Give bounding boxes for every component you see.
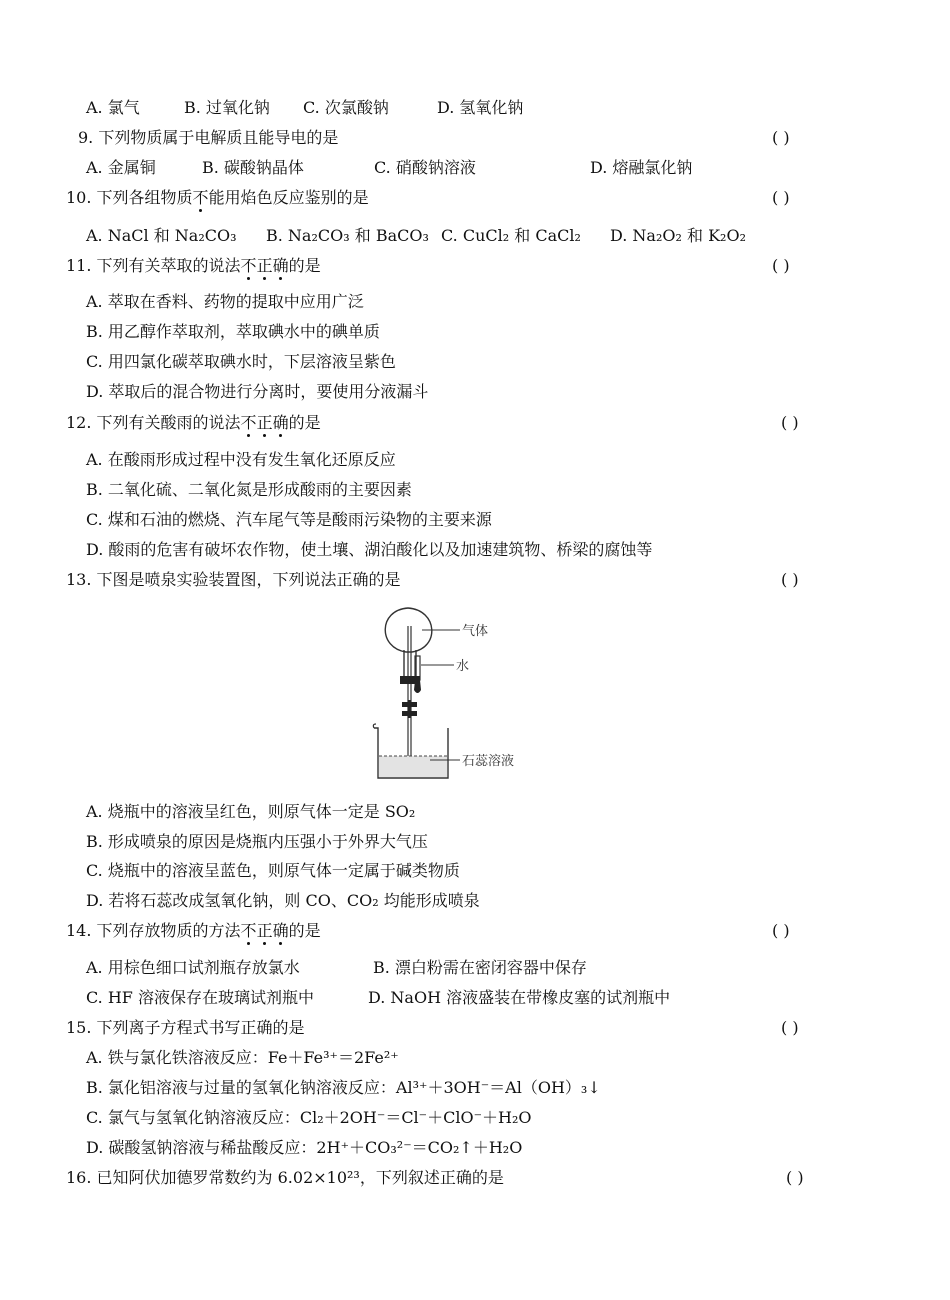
q10-option-a: A. NaCl 和 Na₂CO₃: [86, 226, 237, 245]
q14-emphasis-3: 确: [272, 921, 289, 940]
q12-emphasis-3: 确: [272, 413, 289, 432]
q9-option-b: B. 碳酸钠晶体: [202, 158, 304, 177]
q10-answer-blank: ( ): [772, 188, 790, 207]
q15-option-b: B. 氯化铝溶液与过量的氢氧化钠溶液反应：Al³⁺＋3OH⁻＝Al（OH）₃↓: [86, 1078, 601, 1097]
q12-stem-end: 的是: [288, 413, 321, 432]
fountain-apparatus-diagram: [360, 604, 560, 780]
q9-option-c: C. 硝酸钠溶液: [374, 158, 476, 177]
q14-stem-end: 的是: [288, 921, 321, 940]
q9-option-d: D. 熔融氯化钠: [590, 158, 693, 177]
q11-option-d: D. 萃取后的混合物进行分离时，要使用分液漏斗: [86, 382, 429, 401]
q12-option-b: B. 二氧化硫、二氧化氮是形成酸雨的主要因素: [86, 480, 412, 499]
label-gas: 气体: [462, 624, 489, 639]
q11-option-b: B. 用乙醇作萃取剂，萃取碘水中的碘单质: [86, 322, 380, 341]
q13-answer-blank: ( ): [781, 570, 799, 589]
q13-option-b: B. 形成喷泉的原因是烧瓶内压强小于外界大气压: [86, 832, 428, 851]
q10-option-c: C. CuCl₂ 和 CaCl₂: [441, 226, 581, 245]
q12-emphasis-1: 不: [240, 413, 257, 432]
q14-emphasis-1: 不: [240, 921, 257, 940]
q13-option-a: A. 烧瓶中的溶液呈红色，则原气体一定是 SO₂: [86, 802, 416, 821]
q15-stem: 15. 下列离子方程式书写正确的是: [66, 1018, 305, 1037]
label-water: 水: [456, 659, 470, 674]
rubber-stopper: [400, 676, 420, 684]
q10-option-d: D. Na₂O₂ 和 K₂O₂: [610, 226, 746, 245]
q8-option-c: C. 次氯酸钠: [303, 98, 389, 117]
q9-answer-blank: ( ): [772, 128, 790, 147]
q10-emphasis-not: 不: [192, 188, 209, 207]
q11-emphasis-2: 正: [256, 256, 273, 275]
q15-answer-blank: ( ): [781, 1018, 799, 1037]
q15-option-d: D. 碳酸氢钠溶液与稀盐酸反应：2H⁺＋CO₃²⁻＝CO₂↑＋H₂O: [86, 1138, 523, 1157]
q14-answer-blank: ( ): [772, 921, 790, 940]
q11-stem: [66, 256, 321, 276]
q14-option-b: B. 漂白粉需在密闭容器中保存: [373, 958, 587, 977]
q12-option-a: A. 在酸雨形成过程中没有发生氧化还原反应: [86, 450, 396, 469]
q9-option-a: A. 金属铜: [86, 158, 156, 177]
q8-option-a: A. 氯气: [86, 98, 140, 117]
q8-option-b: B. 过氧化钠: [184, 98, 270, 117]
q11-answer-blank: ( ): [772, 256, 790, 275]
q14-option-c: C. HF 溶液保存在玻璃试剂瓶中: [86, 988, 314, 1007]
litmus-solution: [379, 756, 447, 777]
q10-option-b: B. Na₂CO₃ 和 BaCO₃: [266, 226, 429, 245]
q11-option-a: A. 萃取在香料、药物的提取中应用广泛: [86, 292, 364, 311]
q14-option-d: D. NaOH 溶液盛装在带橡皮塞的试剂瓶中: [368, 988, 671, 1007]
q15-option-c: C. 氯气与氢氧化钠溶液反应：Cl₂＋2OH⁻＝Cl⁻＋ClO⁻＋H₂O: [86, 1108, 532, 1127]
q12-option-c: C. 煤和石油的燃烧、汽车尾气等是酸雨污染物的主要来源: [86, 510, 492, 529]
q11-emphasis-1: 不: [240, 256, 257, 275]
q14-stem: [66, 921, 321, 941]
q13-stem: 13. 下图是喷泉实验装置图，下列说法正确的是: [66, 570, 401, 589]
q12-stem: [66, 413, 321, 433]
q10-stem: [66, 188, 369, 208]
q15-option-a: A. 铁与氯化铁溶液反应：Fe＋Fe³⁺＝2Fe²⁺: [86, 1048, 399, 1067]
q10-stem-start: 10. 下列各组物质: [66, 188, 193, 207]
q11-option-c: C. 用四氯化碳萃取碘水时，下层溶液呈紫色: [86, 352, 396, 371]
q11-emphasis-3: 确: [272, 256, 289, 275]
q12-answer-blank: ( ): [781, 413, 799, 432]
q16-answer-blank: ( ): [786, 1168, 804, 1187]
q16-stem: 16. 已知阿伏加德罗常数约为 6.02×10²³，下列叙述正确的是: [66, 1168, 504, 1187]
q14-emphasis-2: 正: [256, 921, 273, 940]
q12-emphasis-2: 正: [256, 413, 273, 432]
q14-option-a: A. 用棕色细口试剂瓶存放氯水: [86, 958, 300, 977]
q13-option-d: D. 若将石蕊改成氢氧化钠，则 CO、CO₂ 均能形成喷泉: [86, 891, 480, 910]
q12-stem-start: 12. 下列有关酸雨的说法: [66, 413, 241, 432]
label-litmus: 石蕊溶液: [462, 754, 515, 769]
q12-option-d: D. 酸雨的危害有破坏农作物，使土壤、湖泊酸化以及加速建筑物、桥梁的腐蚀等: [86, 540, 653, 559]
q11-stem-start: 11. 下列有关萃取的说法: [66, 256, 241, 275]
q9-stem: 9. 下列物质属于电解质且能导电的是: [78, 128, 339, 147]
q14-stem-start: 14. 下列存放物质的方法: [66, 921, 241, 940]
q8-option-d: D. 氢氧化钠: [437, 98, 524, 117]
q11-stem-end: 的是: [288, 256, 321, 275]
q13-option-c: C. 烧瓶中的溶液呈蓝色，则原气体一定属于碱类物质: [86, 861, 460, 880]
q10-stem-end: 能用焰色反应鉴别的是: [208, 188, 369, 207]
